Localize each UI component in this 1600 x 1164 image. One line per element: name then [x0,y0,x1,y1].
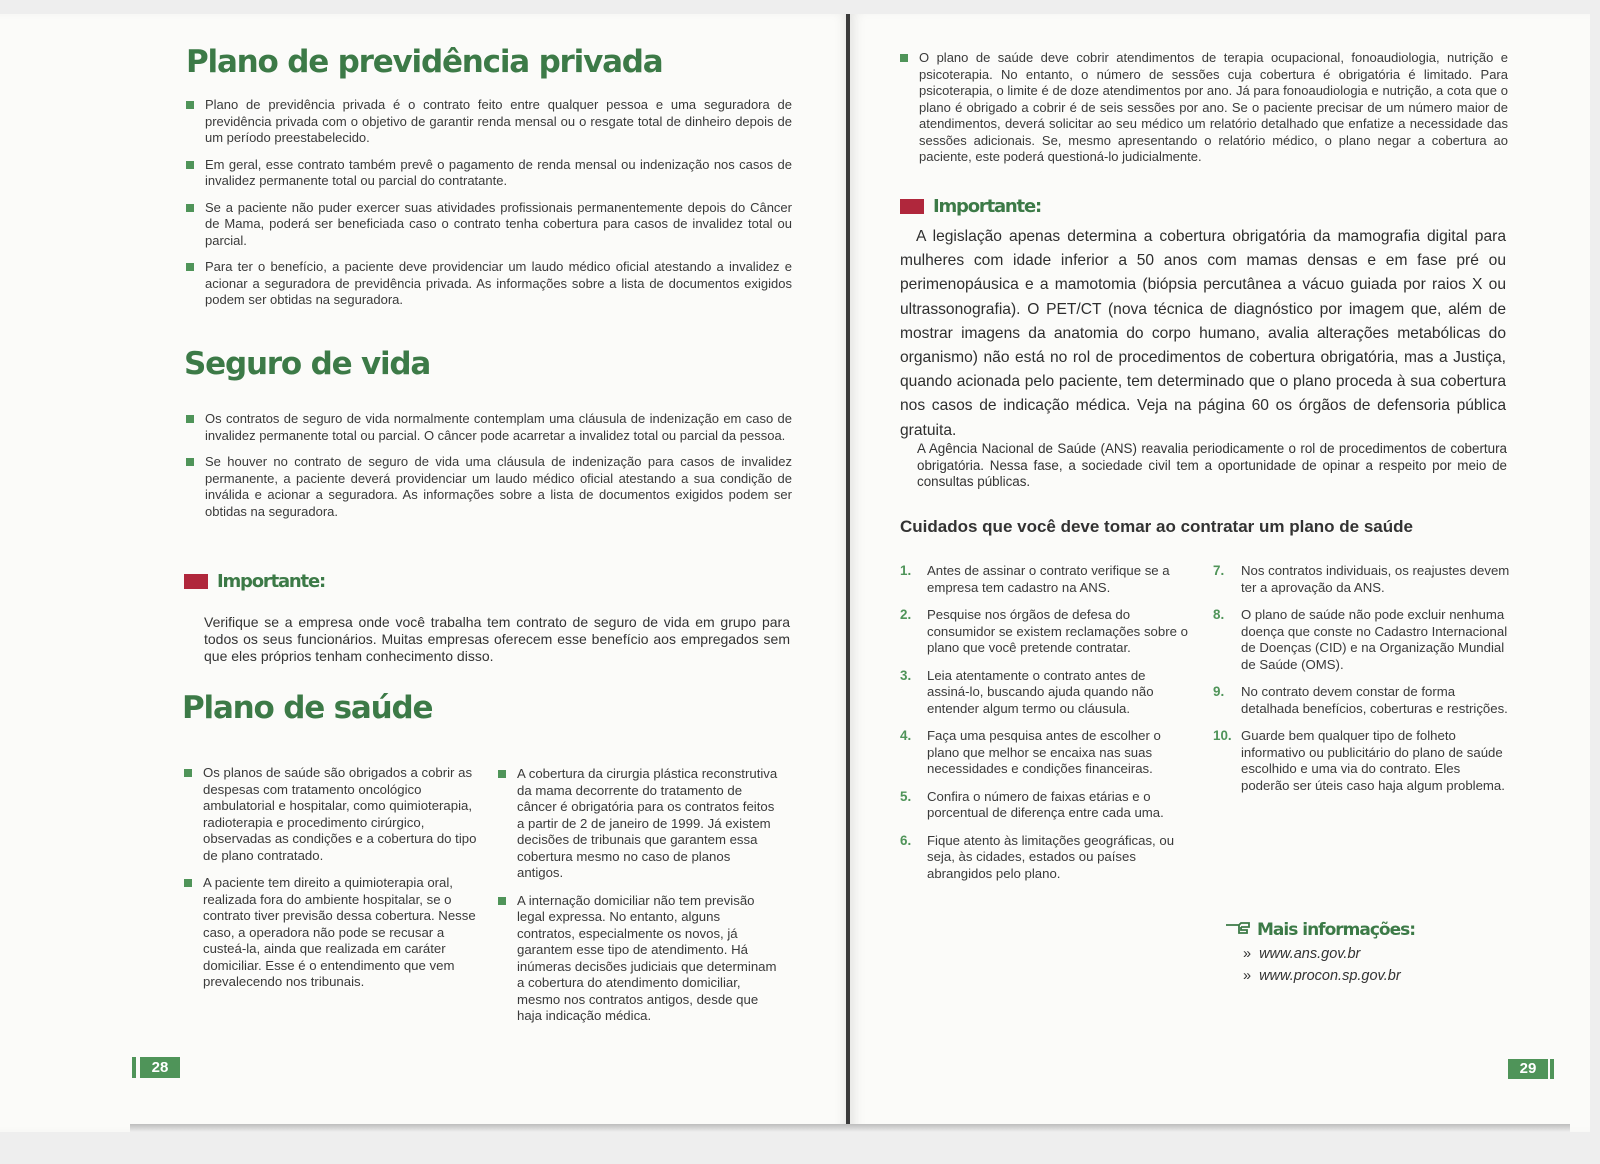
saude-bullets-col1 [182,765,478,1001]
page-number-28: 28 [140,1057,180,1078]
seguro-bullets [184,411,792,530]
page-number-tab [132,1057,136,1078]
seguro-important-text: Verifique se a empresa onde você trabalha tem contrato de seguro de vida em grupo para todos os seus funcionários. Muitas empresas oferecem esse benefício aos empregados sem que eles próprios tenham conhecimento disso. [204,614,790,664]
page-number-tab [1550,1059,1554,1079]
list-item: 9. No contrato devem constar de forma detalhada benefícios, coberturas e restrições. [1213,684,1508,716]
list-item: 10. Guarde bem qualquer tipo de folheto informativo ou publicitário do plano de saúde escolhido e uma via do contrato. Eles poderão ser úteis caso haja algum problema. [1213,728,1505,793]
cuidados-list-col1 [900,563,1190,893]
pointing-hand-icon [1225,921,1251,940]
previdencia-bullets [184,97,792,319]
saude-title: Plano de saúde [182,690,433,726]
list-item: 8. O plano de saúde não pode excluir nenhuma doença que conste no Cadastro Internacional de Doenças (CID) e na Organização Mundial de Saúde (OMS). [1213,607,1508,672]
bullet-square-icon [186,263,194,271]
list-item: 1. Antes de assinar o contrato verifique se a empresa tem cadastro na ANS. [900,563,1170,595]
bullet-square-icon [498,897,506,905]
therapy-bullet [898,50,1508,176]
list-item: 7. Nos contratos individuais, os reajustes devem ter a aprovação da ANS. [1213,563,1510,595]
bullet-square-icon [186,204,194,212]
list-item: A internação domiciliar não tem previsão legal expressa. No entanto, alguns contratos, especialmente os novos, já garantem esse tipo de atendimento. Há inúmeras decisões judiciais que determinam a cobertura do atendimento domiciliar, mesmo nos contratos antigos, desde que haja indicação médica. [496,893,778,1025]
right-important-heading: Importante: [900,196,1041,217]
previdencia-title: Plano de previdência privada [186,44,663,80]
bullet-square-icon [186,101,194,109]
bullet-square-icon [498,770,506,778]
ans-paragraph: A Agência Nacional de Saúde (ANS) reavalia periodicamente o rol de procedimentos de cobertura obrigatória. Nessa fase, a sociedade civil tem a oportunidade de opinar a respeito por meio de consultas públicas. [917,441,1507,489]
chevron-right-icon: » [1243,968,1252,984]
chevron-right-icon: » [1243,946,1252,962]
link-ans[interactable]: » www.ans.gov.br [1243,946,1361,962]
more-info-block [1225,920,1415,984]
list-item: A cobertura da cirurgia plástica reconstrutiva da mama decorrente do tratamento de câncer é obrigatória para os contratos feitos a partir de 2 de janeiro de 1999. Já existem decisões de tribunais que garantem essa cobertura mesmo no caso de planos antigos. [496,766,778,882]
list-item: Plano de previdência privada é o contrato feito entre qualquer pessoa e uma seguradora de previdência privada com o objetivo de garantir renda mensal ou o resgate total de dinheiro depois de um período preestabelecido. [184,97,792,147]
page-number-29: 29 [1508,1059,1548,1079]
link-procon[interactable]: » www.procon.sp.gov.br [1243,968,1401,984]
list-item: 6. Fique atento às limitações geográficas, ou seja, às cidades, estados ou países abrangidos pelo plano. [900,832,1175,881]
list-item: 3. Leia atentamente o contrato antes de assiná-lo, buscando ajuda quando não entender algum termo ou cláusula. [900,667,1154,716]
bullet-square-icon [184,879,192,887]
bullet-square-icon [186,161,194,169]
bullet-square-icon [186,458,194,466]
list-item: Se a paciente não puder exercer suas atividades profissionais permanentemente depois do Câncer de Mama, poderá ser beneficiada caso o contrato tenha cobertura para casos de invalidez total ou parcial. [184,200,792,250]
list-item: Os contratos de seguro de vida normalmente contemplam uma cláusula de indenização em caso de invalidez permanente total ou parcial. O câncer pode acarretar a invalidez total ou parcial da pessoa. [184,411,792,444]
list-item: Os planos de saúde são obrigados a cobrir as despesas com tratamento oncológico ambulatorial e hospitalar, como quimioterapia, radioterapia e procedimento cirúrgico, observadas as condições e a cobertura do tipo de plano contratado. [182,765,478,864]
important-marker-icon [900,199,924,214]
list-item: 4. Faça uma pesquisa antes de escolher o plano que melhor se encaixa nas suas necessidades e condições financeiras. [900,728,1161,776]
bullet-square-icon [186,415,194,423]
cuidados-list-col2 [1213,563,1511,805]
bullet-square-icon [900,54,908,62]
list-item: Em geral, esse contrato também prevê o pagamento de renda mensal ou indenização nos casos de invalidez permanente total ou parcial do contratante. [184,157,792,190]
list-item: 2. Pesquise nos órgãos de defesa do consumidor se existem reclamações sobre o plano que você pretende contratar. [900,607,1188,655]
cuidados-title: Cuidados que você deve tomar ao contratar um plano de saúde [900,517,1413,536]
more-info-heading: Mais informações: [1225,920,1415,940]
list-item: Se houver no contrato de seguro de vida uma cláusula de indenização para casos de invalidez permanente, a paciente deverá providenciar um laudo médico oficial atestando a sua condição de inválida e acionar a seguradora. As informações sobre a lista de documentos exigidos podem ser obtidas na seguradora. [184,454,792,520]
list-item: 5. Confira o número de faixas etárias e o porcentual de diferença entre cada uma. [900,788,1164,820]
important-marker-icon [184,574,208,589]
bullet-square-icon [184,769,192,777]
seguro-title: Seguro de vida [184,346,431,382]
list-item: A paciente tem direito a quimioterapia oral, realizada fora do ambiente hospitalar, se o contrato tiver previsão dessa cobertura. Nesse caso, a operadora não pode se recusar a custeá-la, ainda que realizada em caráter domiciliar. Esse é o entendimento que vem prevalecendo nos tribunais. [182,875,478,991]
seguro-important-heading: Importante: [184,571,325,592]
right-important-text: A legislação apenas determina a cobertura obrigatória da mamografia digital para mulheres com idade inferior a 50 anos com mamas densas e em fase pré ou perimenopáusica e a mamotomia (biópsia percutânea a vácuo guiada por raios X ou ultrassonografia). O PET/CT (nova técnica de diagnóstico por imagem que, além de mostrar imagens da anatomia do corpo humano, avalia alterações metabólicas do organismo) não está no rol de procedimentos de cobertura obrigatória, mas a Justiça, quando acionada pelo paciente, tem determinado que o plano proceda à sua cobertura nos casos de indicação médica. Veja na página 60 os órgãos de defensoria pública gratuita. [900,228,1506,439]
page-bottom-shadow [130,1124,1570,1132]
list-item: O plano de saúde deve cobrir atendimentos de terapia ocupacional, fonoaudiologia, nutrição e psicoterapia. No entanto, o número de sessões cuja cobertura é obrigatória é limitado. Para psicoterapia, o limite é de doze atendimentos por ano. Já para fonoaudiologia e nutrição, a cota que o plano é obrigado a cobrir é de seis sessões por ano. Se o paciente precisar de um número maior de atendimentos, deverá solicitar ao seu médico um relatório detalhado que enfatize a necessidade das sessões adicionais. Se, mesmo apresentando o relatório médico, o plano negar a cobertura ao paciente, este poderá questioná-lo judicialmente. [898,50,1508,166]
list-item: Para ter o benefício, a paciente deve providenciar um laudo médico oficial atestando a invalidez e acionar a seguradora de previdência privada. As informações sobre a lista de documentos exigidos podem ser obtidas na seguradora. [184,259,792,309]
book-spine [846,14,850,1132]
saude-bullets-col2 [496,766,778,1035]
